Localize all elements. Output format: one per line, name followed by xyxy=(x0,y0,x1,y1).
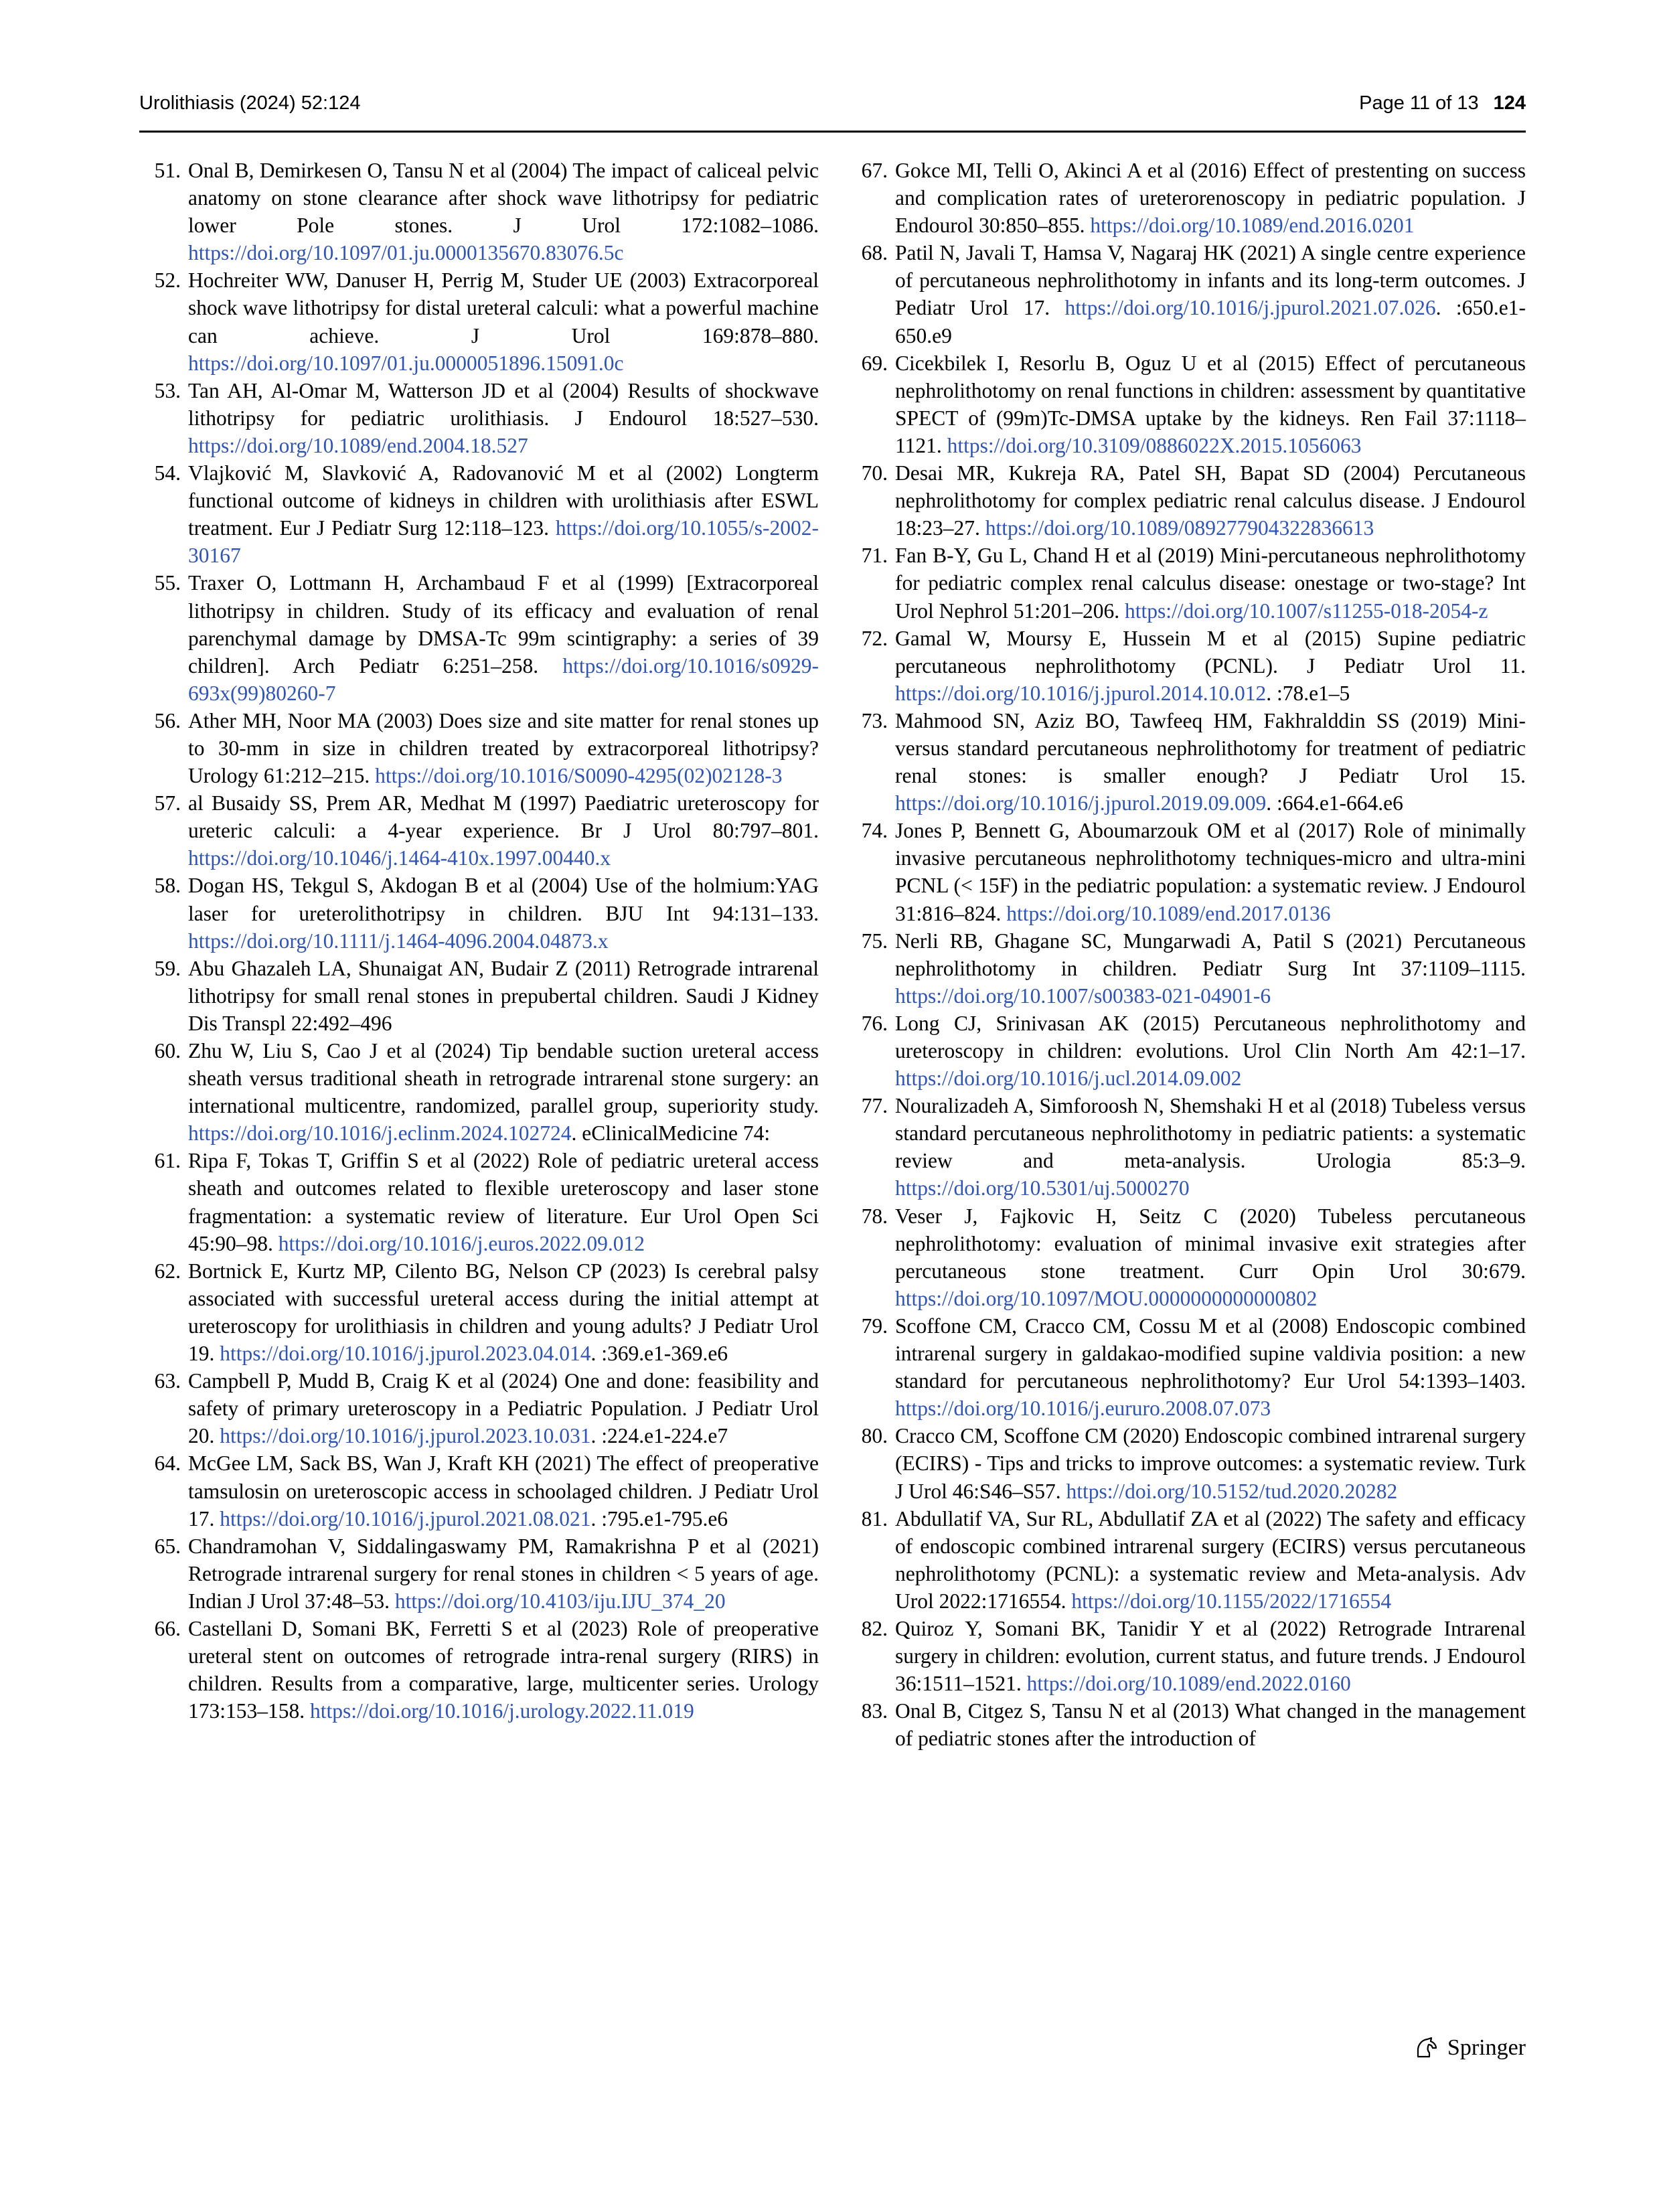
reference-text: Veser J, Fajkovic H, Seitz C (2020) Tubeless percutaneous nephrolithotomy: evaluation of minimal invasive exit strategies after percutaneous stone treatment. Curr Opin Urol 30:679. xyxy=(895,1204,1526,1283)
reference-number: 74. xyxy=(861,819,888,843)
reference-entry xyxy=(139,1367,819,1449)
running-header xyxy=(139,92,1526,133)
journal-citation: Urolithiasis (2024) 52:124 xyxy=(139,92,361,114)
reference-doi-link[interactable]: https://doi.org/10.1097/MOU.0000000000000802 xyxy=(895,1286,1318,1310)
reference-tail: . :664.e1-664.e6 xyxy=(1266,791,1403,815)
reference-entry xyxy=(139,157,819,266)
reference-entry xyxy=(846,817,1526,927)
reference-text: Traxer O, Lottmann H, Archambaud F et al (1999) [Extracorporeal lithotripsy in children. Study of its efficacy and evaluation of renal parenchymal damage by DMSA-Tc 99m scintigraphy: a series of 39 children]. Arch Pediatr 6:251–258. xyxy=(188,571,819,678)
reference-text: Nerli RB, Ghagane SC, Mungarwadi A, Patil S (2021) Percutaneous nephrolithotomy in children. Pediatr Surg Int 37:1109–1115. xyxy=(895,929,1526,980)
springer-horse-icon xyxy=(1414,2037,1439,2059)
reference-number: 52. xyxy=(154,268,181,293)
reference-text: Fan B-Y, Gu L, Chand H et al (2019) Mini-percutaneous nephrolithotomy for pediatric complex renal calculus disease: onestage or two-stage? Int Urol Nephrol 51:201–206. xyxy=(895,544,1526,623)
reference-entry xyxy=(846,707,1526,817)
reference-tail: . :650.e1-650.e9 xyxy=(895,296,1526,347)
reference-text: Ripa F, Tokas T, Griffin S et al (2022) Role of pediatric ureteral access sheath and outcomes related to flexible ureteroscopy and laser stone fragmentation: a systematic review of literature. Eur Urol Open Sci 45:90–98. xyxy=(188,1149,819,1255)
reference-text: Chandramohan V, Siddalingaswamy PM, Ramakrishna P et al (2021) Retrograde intrarenal surgery for renal stones in children < 5 years of age. Indian J Urol 37:48–53. xyxy=(188,1534,819,1613)
reference-text: Nouralizadeh A, Simforoosh N, Shemshaki H et al (2018) Tubeless versus standard percutaneous nephrolithotomy in pediatric patients: a systematic review and meta-analysis. Urologia 85:3–9. xyxy=(895,1094,1526,1173)
reference-doi-link[interactable]: https://doi.org/10.1016/j.eururo.2008.07.073 xyxy=(895,1397,1271,1421)
reference-number: 55. xyxy=(154,571,181,595)
reference-tail: . :224.e1-224.e7 xyxy=(590,1424,728,1448)
reference-doi-link[interactable]: https://doi.org/10.1016/j.jpurol.2023.04.014 xyxy=(220,1342,591,1366)
reference-entry xyxy=(846,1505,1526,1615)
reference-entry xyxy=(846,1615,1526,1697)
reference-text: Jones P, Bennett G, Aboumarzouk OM et al (2017) Role of minimally invasive percutaneous nephrolithotomy techniques-micro and ultra-mini PCNL (< 15F) in the pediatric population: a systematic review. J Endourol 31:816–824. xyxy=(895,819,1526,925)
reference-number: 60. xyxy=(154,1039,181,1062)
reference-doi-link[interactable]: https://doi.org/10.1016/j.jpurol.2021.08.021 xyxy=(220,1506,591,1530)
reference-entry xyxy=(139,459,819,569)
reference-entry xyxy=(846,1010,1526,1092)
reference-number: 73. xyxy=(861,708,888,732)
reference-doi-link[interactable]: https://doi.org/10.1089/end.2017.0136 xyxy=(1006,901,1331,925)
reference-doi-link[interactable]: https://doi.org/10.1089/end.2004.18.527 xyxy=(188,433,528,457)
reference-text: Desai MR, Kukreja RA, Patel SH, Bapat SD (2004) Percutaneous nephrolithotomy for complex pediatric renal calculus disease. J Endourol 18:23–27. xyxy=(895,461,1526,540)
reference-doi-link[interactable]: https://doi.org/10.1089/end.2016.0201 xyxy=(1090,214,1415,238)
reference-number: 75. xyxy=(861,929,888,953)
reference-doi-link[interactable]: https://doi.org/10.1016/j.eclinm.2024.102724 xyxy=(188,1121,572,1146)
reference-text: McGee LM, Sack BS, Wan J, Kraft KH (2021) The effect of preoperative tamsulosin on ureteroscopic access in schoolaged children. J Pediatr Urol 17. xyxy=(188,1451,819,1530)
reference-doi-link[interactable]: https://doi.org/10.1089/089277904322836613 xyxy=(985,516,1374,540)
reference-text: Zhu W, Liu S, Cao J et al (2024) Tip bendable suction ureteral access sheath versus traditional sheath in retrograde intrarenal stone surgery: an international multicentre, randomized, parallel group, superiority study. xyxy=(188,1039,819,1118)
reference-text: Gokce MI, Telli O, Akinci A et al (2016) Effect of prestenting on success and complication rates of ureterorenoscopy in pediatric population. J Endourol 30:850–855. xyxy=(895,159,1526,238)
reference-text: Tan AH, Al-Omar M, Watterson JD et al (2004) Results of shockwave lithotripsy for pediatric urolithiasis. J Endourol 18:527–530. xyxy=(188,378,819,430)
reference-entry xyxy=(846,1312,1526,1422)
reference-text: Mahmood SN, Aziz BO, Tawfeeq HM, Fakhralddin SS (2019) Mini- versus standard percutaneous nephrolithotomy for treatment of pediatric renal stones: is smaller enough? J Pediatr Urol 15. xyxy=(895,708,1526,788)
reference-doi-link[interactable]: https://doi.org/10.5152/tud.2020.20282 xyxy=(1066,1479,1398,1503)
reference-entry xyxy=(139,872,819,954)
reference-number: 70. xyxy=(861,461,888,485)
reference-column-left xyxy=(139,157,819,1725)
reference-doi-link[interactable]: https://doi.org/10.1016/j.urology.2022.11.019 xyxy=(310,1699,694,1723)
reference-number: 79. xyxy=(861,1314,888,1338)
reference-doi-link[interactable]: https://doi.org/10.1016/s0929-693x(99)80260-7 xyxy=(188,653,819,705)
reference-number: 54. xyxy=(154,461,181,485)
reference-text: Hochreiter WW, Danuser H, Perrig M, Studer UE (2003) Extracorporeal shock wave lithotripsy for distal ureteral calculi: what a powerful machine can achieve. J Urol 169:878–880. xyxy=(188,268,819,347)
reference-text: Onal B, Demirkesen O, Tansu N et al (2004) The impact of calicеal pelvic anatomy on stone clearance after shock wave lithotripsy for pediatric lower Pole stones. J Urol 172:1082–1086. xyxy=(188,159,819,238)
reference-number: 67. xyxy=(861,159,888,182)
reference-number: 77. xyxy=(861,1094,888,1118)
reference-text: Cicekbilek I, Resorlu B, Oguz U et al (2015) Effect of percutaneous nephrolithotomy on renal functions in children: assessment by quantitative SPECT of (99m)Tc-DMSA uptake by the kidneys. Ren Fail 37:1118–1121. xyxy=(895,351,1526,457)
reference-doi-link[interactable]: https://doi.org/10.1097/01.ju.0000135670.83076.5c xyxy=(188,241,624,265)
reference-number: 51. xyxy=(154,159,181,182)
reference-entry xyxy=(846,542,1526,624)
publisher-footer xyxy=(1414,2035,1526,2061)
reference-number: 76. xyxy=(861,1011,888,1035)
reference-entry xyxy=(139,955,819,1037)
reference-text: Castellani D, Somani BK, Ferretti S et al (2023) Role of preoperative ureteral stent on outcomes of retrograde intra-renal surgery (RIRS) in children. Results from a comparative, large, multicenter series. Urology 173:153–158. xyxy=(188,1616,819,1723)
reference-number: 72. xyxy=(861,626,888,650)
reference-entry xyxy=(846,349,1526,459)
reference-text: Ather MH, Noor MA (2003) Does size and site matter for renal stones up to 30-mm in size in children treated by extracorporeal lithotripsy? Urology 61:212–215. xyxy=(188,708,819,788)
reference-number: 81. xyxy=(861,1506,888,1530)
reference-doi-link[interactable]: https://doi.org/10.1007/s00383-021-04901-6 xyxy=(895,983,1271,1008)
reference-doi-link[interactable]: https://doi.org/10.1055/s-2002-30167 xyxy=(188,516,819,568)
publisher-name: Springer xyxy=(1447,2035,1526,2060)
reference-number: 58. xyxy=(154,874,181,898)
reference-entry xyxy=(846,239,1526,349)
reference-entry xyxy=(139,266,819,376)
reference-doi-link[interactable]: https://doi.org/10.1016/S0090-4295(02)02128-3 xyxy=(375,764,783,788)
reference-entry xyxy=(846,459,1526,542)
reference-number: 61. xyxy=(154,1149,181,1173)
reference-entry xyxy=(846,1697,1526,1752)
reference-doi-link[interactable]: https://doi.org/10.1016/j.jpurol.2014.10.012 xyxy=(895,681,1267,705)
reference-number: 68. xyxy=(861,241,888,265)
reference-number: 66. xyxy=(154,1616,181,1640)
reference-tail: . :78.e1–5 xyxy=(1266,681,1350,705)
reference-text: Abu Ghazaleh LA, Shunaigat AN, Budair Z (2011) Retrograde intrarenal lithotripsy for small renal stones in prepubertal children. Saudi J Kidney Dis Transpl 22:492–496 xyxy=(188,956,819,1035)
reference-text: al Busaidy SS, Prem AR, Medhat M (1997) Paediatric ureteroscopy for ureteric calculi: a 4-year experience. Br J Urol 80:797–801. xyxy=(188,791,819,843)
reference-doi-link[interactable]: https://doi.org/10.1111/j.1464-4096.2004.04873.x xyxy=(188,929,609,953)
reference-text: Quiroz Y, Somani BK, Tanidir Y et al (2022) Retrograde Intrarenal surgery in children: evolution, current status, and future trends. J Endourol 36:1511–1521. xyxy=(895,1616,1526,1696)
reference-text: Patil N, Javali T, Hamsa V, Nagaraj HK (2021) A single centre experience of percutaneous nephrolithotomy in infants and its long-term outcomes. J Pediatr Urol 17. xyxy=(895,241,1526,320)
reference-entry xyxy=(139,569,819,706)
reference-text: Onal B, Citgez S, Tansu N et al (2013) What changed in the management of pediatric stones after the introduction of xyxy=(895,1699,1526,1751)
reference-doi-link[interactable]: https://doi.org/10.1046/j.1464-410x.1997.00440.x xyxy=(188,846,611,870)
reference-doi-link[interactable]: https://doi.org/10.1016/j.jpurol.2021.07.026 xyxy=(1064,296,1436,320)
reference-number: 71. xyxy=(861,544,888,568)
reference-doi-link[interactable]: https://doi.org/10.3109/0886022X.2015.1056063 xyxy=(947,433,1362,457)
reference-text: Gamal W, Moursy E, Hussein M et al (2015) Supine pediatric percutaneous nephrolithotomy (PCNL). J Pediatr Urol 11. xyxy=(895,626,1526,678)
reference-entry xyxy=(139,1449,819,1532)
reference-number: 62. xyxy=(154,1259,181,1283)
reference-number: 59. xyxy=(154,956,181,980)
reference-text: Bortnick E, Kurtz MP, Cilento BG, Nelson CP (2023) Is cerebral palsy associated with successful ureteral access during the initial attempt at ureteroscopy for urolithiasis in children and young adults? J Pediatr Urol 19. xyxy=(188,1259,819,1366)
reference-column-right xyxy=(846,157,1526,1752)
reference-number: 56. xyxy=(154,708,181,732)
reference-number: 83. xyxy=(861,1699,888,1723)
reference-text: Dogan HS, Tekgul S, Akdogan B et al (2004) Use of the holmium:YAG laser for ureterolithotripsy in children. BJU Int 94:131–133. xyxy=(188,874,819,925)
reference-text: Cracco CM, Scoffone CM (2020) Endoscopic combined intrarenal surgery (ECIRS) - Tips and tricks to improve outcomes: a systematic review. Turk J Urol 46:S46–S57. xyxy=(895,1424,1526,1503)
reference-doi-link[interactable]: https://doi.org/10.1016/j.jpurol.2023.10.031 xyxy=(220,1424,591,1448)
reference-number: 82. xyxy=(861,1616,888,1640)
reference-doi-link[interactable]: https://doi.org/10.5301/uj.5000270 xyxy=(895,1176,1190,1200)
reference-number: 64. xyxy=(154,1451,181,1476)
reference-entry xyxy=(139,707,819,789)
reference-doi-link[interactable]: https://doi.org/10.1016/j.jpurol.2019.09.009 xyxy=(895,791,1267,815)
reference-text: Campbell P, Mudd B, Craig K et al (2024) One and done: feasibility and safety of primary ureteroscopy in a Pediatric Population. J Pediatr Urol 20. xyxy=(188,1369,819,1448)
reference-number: 80. xyxy=(861,1424,888,1448)
reference-doi-link[interactable]: https://doi.org/10.1007/s11255-018-2054-z xyxy=(1124,599,1488,623)
page-label: Page 11 of 13 xyxy=(1359,92,1479,114)
reference-number: 57. xyxy=(154,791,181,815)
reference-entry xyxy=(846,1202,1526,1312)
reference-tail: . eClinicalMedicine 74: xyxy=(571,1121,771,1146)
reference-tail: . :795.e1-795.e6 xyxy=(590,1506,728,1530)
reference-entry xyxy=(139,1147,819,1257)
reference-entry xyxy=(846,157,1526,239)
reference-entry xyxy=(846,927,1526,1010)
reference-number: 78. xyxy=(861,1204,888,1228)
reference-text: Long CJ, Srinivasan AK (2015) Percutaneous nephrolithotomy and ureteroscopy in children: evolutions. Urol Clin North Am 42:1–17. xyxy=(895,1011,1526,1062)
reference-number: 65. xyxy=(154,1534,181,1558)
reference-number: 63. xyxy=(154,1369,181,1393)
reference-entry xyxy=(139,1037,819,1147)
reference-entry xyxy=(139,789,819,872)
reference-doi-link[interactable]: https://doi.org/10.1097/01.ju.0000051896.15091.0c xyxy=(188,351,624,375)
reference-entry xyxy=(139,1532,819,1615)
reference-text: Scoffone CM, Cracco CM, Cossu M et al (2008) Endoscopic combined intrarenal surgery in galdakao-modified supine valdivia position: a new standard for percutaneous nephrolithotomy? Eur Urol 54:1393–1403. xyxy=(895,1314,1526,1393)
reference-doi-link[interactable]: https://doi.org/10.1016/j.ucl.2014.09.002 xyxy=(895,1066,1242,1091)
reference-tail: . :369.e1-369.e6 xyxy=(590,1342,728,1366)
reference-entry xyxy=(846,1092,1526,1202)
reference-entry xyxy=(846,625,1526,707)
reference-entry xyxy=(846,1422,1526,1504)
article-number: 124 xyxy=(1493,92,1526,114)
reference-doi-link[interactable]: https://doi.org/10.4103/iju.IJU_374_20 xyxy=(394,1589,726,1613)
reference-entry xyxy=(139,1615,819,1725)
reference-doi-link[interactable]: https://doi.org/10.1089/end.2022.0160 xyxy=(1026,1672,1351,1696)
reference-number: 53. xyxy=(154,378,181,402)
reference-entry xyxy=(139,377,819,459)
reference-text: Vlajković M, Slavković A, Radovanović M et al (2002) Longterm functional outcome of kidneys in children with urolithiasis after ESWL treatment. Eur J Pediatr Surg 12:118–123. xyxy=(188,461,819,540)
reference-number: 69. xyxy=(861,351,888,375)
reference-text: Abdullatif VA, Sur RL, Abdullatif ZA et al (2022) The safety and efficacy of endoscopic combined intrarenal surgery (ECIRS) versus percutaneous nephrolithotomy (PCNL): a systematic review and Meta-analysis. Adv Urol 2022:1716554. xyxy=(895,1506,1526,1613)
page-indicator xyxy=(1359,92,1526,114)
reference-doi-link[interactable]: https://doi.org/10.1155/2022/1716554 xyxy=(1071,1589,1392,1613)
reference-entry xyxy=(139,1257,819,1367)
reference-doi-link[interactable]: https://doi.org/10.1016/j.euros.2022.09.012 xyxy=(278,1231,645,1255)
